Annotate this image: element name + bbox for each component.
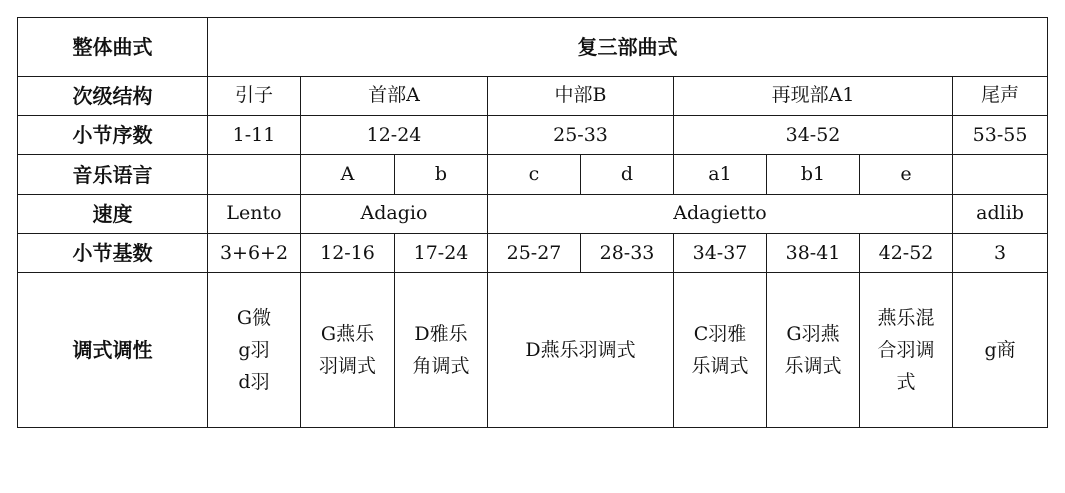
mode-key-line: D燕乐羽调式 [525, 339, 636, 362]
table-row [18, 115, 1048, 154]
measure-count-cell: 34-37 [674, 234, 767, 273]
table-row [18, 76, 1048, 115]
mode-key-line: 合羽调 [877, 339, 935, 362]
table-row [18, 234, 1048, 273]
measure-number-cell: 12-24 [301, 115, 488, 154]
table-row [18, 273, 1048, 428]
mode-key-line: g羽 [238, 339, 270, 362]
tempo-header: 速度 [18, 194, 208, 233]
mode-key-cell [488, 273, 674, 428]
musical-language-cell: b [395, 155, 488, 194]
mode-key-line: 角调式 [412, 355, 470, 378]
mode-key-cell [860, 273, 953, 428]
measure-count-cell: 28-33 [581, 234, 674, 273]
musical-language-cell [208, 155, 301, 194]
table-row [18, 155, 1048, 194]
sub-structure-section-b: 中部B [488, 76, 674, 115]
mode-key-line: D雅乐 [414, 323, 468, 346]
tempo-cell: Adagietto [488, 194, 953, 233]
musical-language-cell: e [860, 155, 953, 194]
measure-count-cell: 25-27 [488, 234, 581, 273]
measure-number-cell: 1-11 [208, 115, 301, 154]
mode-key-line: g商 [984, 339, 1016, 362]
mode-key-line: 羽调式 [318, 355, 376, 378]
sub-structure-header: 次级结构 [18, 76, 208, 115]
overall-form-header: 整体曲式 [18, 18, 208, 77]
measure-number-cell: 34-52 [674, 115, 953, 154]
measure-count-cell: 3+6+2 [208, 234, 301, 273]
mode-key-header: 调式调性 [18, 273, 208, 428]
measure-numbers-header: 小节序数 [18, 115, 208, 154]
musical-language-cell: c [488, 155, 581, 194]
mode-key-cell [395, 273, 488, 428]
sub-structure-intro: 引子 [208, 76, 301, 115]
mode-key-cell [301, 273, 395, 428]
mode-key-line: C羽雅 [693, 323, 747, 346]
measure-number-cell: 53-55 [953, 115, 1048, 154]
measure-count-cell: 38-41 [767, 234, 860, 273]
mode-key-line: 式 [896, 371, 916, 394]
measure-count-cell: 42-52 [860, 234, 953, 273]
table-row [18, 194, 1048, 233]
mode-key-line: G羽燕 [786, 323, 840, 346]
measure-number-cell: 25-33 [488, 115, 674, 154]
mode-key-line: G燕乐 [320, 323, 375, 346]
mode-key-line: 燕乐混 [877, 307, 935, 330]
music-form-table [17, 17, 1048, 428]
musical-language-cell: A [301, 155, 395, 194]
musical-language-cell: b1 [767, 155, 860, 194]
mode-key-line: d羽 [238, 371, 270, 394]
mode-key-cell [208, 273, 301, 428]
sub-structure-coda: 尾声 [953, 76, 1048, 115]
tempo-cell: adlib [953, 194, 1048, 233]
overall-form-value: 复三部曲式 [208, 18, 1048, 77]
mode-key-cell [767, 273, 860, 428]
measure-counts-header: 小节基数 [18, 234, 208, 273]
musical-language-header: 音乐语言 [18, 155, 208, 194]
mode-key-cell [674, 273, 767, 428]
tempo-cell: Adagio [301, 194, 488, 233]
sub-structure-section-a: 首部A [301, 76, 488, 115]
musical-language-cell: a1 [674, 155, 767, 194]
tempo-cell: Lento [208, 194, 301, 233]
measure-count-cell: 12-16 [301, 234, 395, 273]
mode-key-line: G微 [236, 307, 272, 330]
musical-language-cell: d [581, 155, 674, 194]
musical-language-cell [953, 155, 1048, 194]
mode-key-line: 乐调式 [784, 355, 842, 378]
mode-key-cell [953, 273, 1048, 428]
mode-key-line: 乐调式 [691, 355, 749, 378]
measure-count-cell: 3 [953, 234, 1048, 273]
table-row [18, 18, 1048, 77]
sub-structure-reprise-a1: 再现部A1 [674, 76, 953, 115]
measure-count-cell: 17-24 [395, 234, 488, 273]
